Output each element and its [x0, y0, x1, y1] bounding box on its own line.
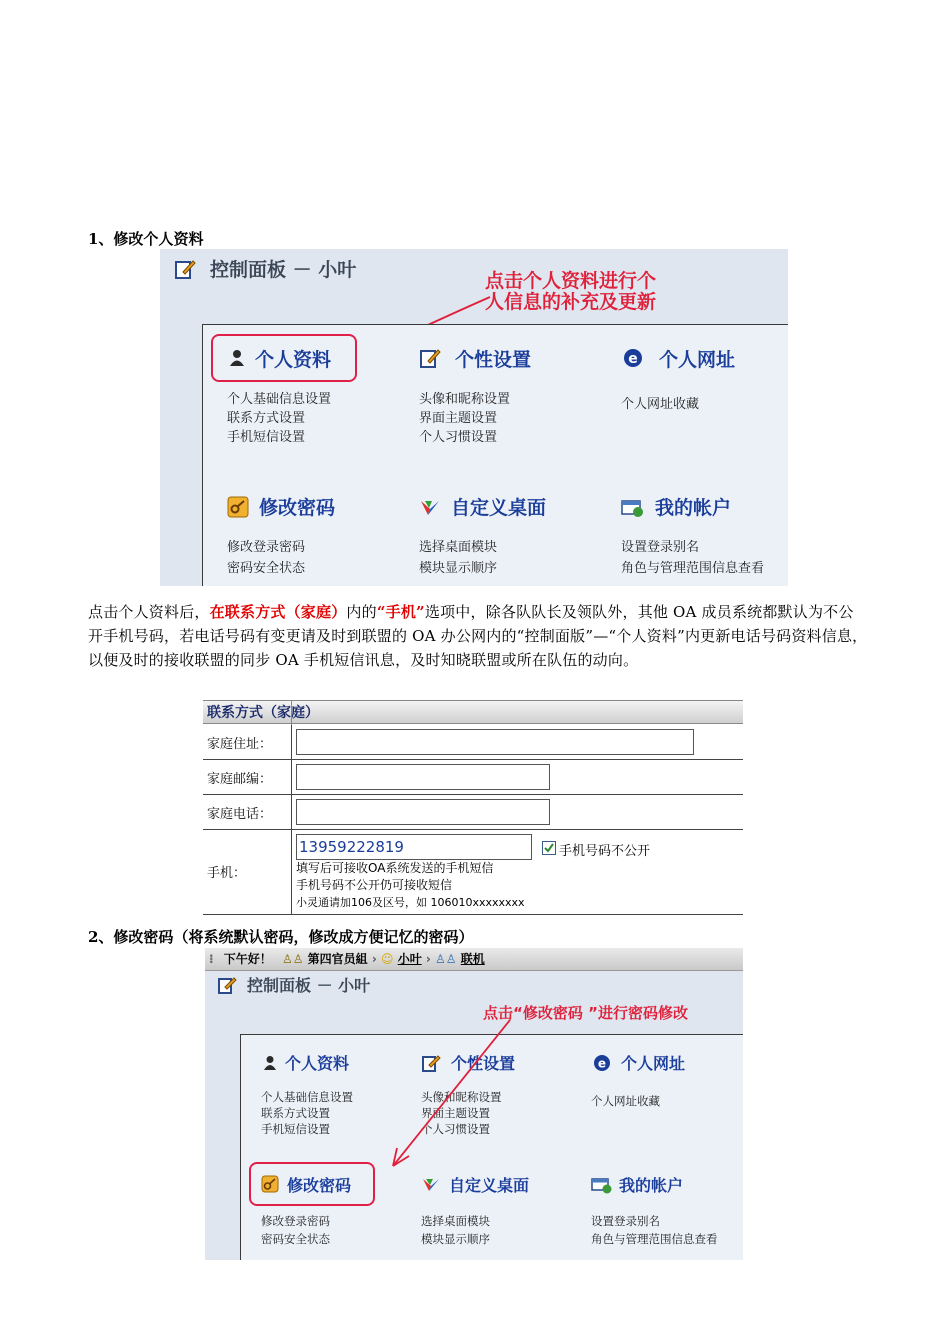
paragraph-part-3: 内的 [346, 603, 377, 621]
user-link[interactable]: 小叶 [397, 952, 422, 966]
greeting-text: 下午好！ [223, 952, 272, 966]
phone-label: 家庭电话： [207, 807, 273, 822]
control-panel-screenshot-1 [160, 249, 788, 586]
row-divider [291, 795, 292, 829]
online-users-icon: ♙♙ [435, 952, 457, 966]
section-1-heading: 1、修改个人资料 [88, 230, 204, 248]
change-password-title[interactable]: 修改密码 [259, 497, 336, 519]
personal-info-links[interactable]: 个人基础信息设置 联系方式设置 手机短信设置 [227, 392, 332, 445]
annotation-line-1: 点击个人资料进行个 [485, 270, 657, 292]
personal-info-links[interactable]: 个人基础信息设置 联系方式设置 手机短信设置 [261, 1090, 353, 1136]
header-divider [291, 700, 292, 725]
panel-body [202, 324, 788, 586]
account-icon [621, 498, 645, 518]
form-row-address [203, 725, 743, 760]
my-account-title[interactable]: 我的帐户 [619, 1176, 684, 1195]
mobile-note-3: 小灵通请加106及区号，如 106010xxxxxxxx [296, 896, 525, 909]
mobile-notes [296, 860, 525, 911]
change-password-title[interactable]: 修改密码 [287, 1176, 352, 1195]
mobile-note-1: 填写后可接收OA系统发送的手机短信 [296, 861, 494, 875]
paragraph-part-1: 点击个人资料后， [88, 603, 210, 621]
hide-mobile-checkbox[interactable] [542, 841, 556, 855]
ie-icon [621, 347, 645, 369]
address-input[interactable] [296, 729, 694, 755]
check-icon [543, 842, 555, 854]
svg-text:e: e [628, 351, 638, 367]
svg-text:e: e [597, 1056, 607, 1071]
key-icon [261, 1175, 279, 1193]
section-2-heading: 2、修改密码（将系统默认密码，修改成方便记忆的密码） [88, 928, 474, 946]
panel-title: 控制面板 － 小叶 [247, 976, 371, 995]
custom-desktop-links[interactable]: 选择桌面模块 模块显示顺序 [419, 540, 498, 576]
contact-form-screenshot [203, 700, 743, 915]
separator-icon: › [425, 952, 436, 966]
paragraph-highlight-contact: 在联系方式（家庭） [209, 603, 347, 621]
address-label: 家庭住址： [207, 737, 273, 752]
personal-url-links[interactable]: 个人网址收藏 [621, 397, 700, 412]
custom-desktop-title[interactable]: 自定义桌面 [449, 1176, 530, 1195]
edit-panel-icon [174, 258, 196, 280]
ie-icon [591, 1053, 613, 1073]
change-password-links[interactable]: 修改登录密码 密码安全状态 [227, 540, 306, 576]
panel-title: 控制面板 － 小叶 [210, 259, 357, 281]
postcode-input[interactable] [296, 764, 550, 790]
control-panel-screenshot-2 [205, 948, 743, 1260]
form-row-postcode [203, 760, 743, 795]
form-header: 联系方式（家庭） [203, 700, 743, 724]
paragraph-part-5: 选项中，除各队队长及领队外，其他 OA 成员系统都默认为不公开手机号码，若电话号码有变更请及时到联盟的 OA 办公网内的“控制面版”—“个人资料”内更新电话号码资料信息，以便及时的接收联盟的同步 OA 手机短信讯息，及时知晓联盟或所在队伍的动向。 [88, 603, 868, 669]
smiley-icon: ☺ [380, 952, 394, 966]
online-link[interactable]: 联机 [460, 952, 485, 966]
top-bar: ⁝ 下午好！ ♙♙ 第四官员組 › ☺ 小叶 › ♙♙ 联机 [205, 948, 743, 971]
personal-info-title[interactable]: 个人资料 [255, 349, 332, 371]
personal-settings-title[interactable]: 个性设置 [451, 1054, 516, 1073]
my-account-links[interactable]: 设置登录别名 角色与管理范围信息查看 [621, 540, 765, 576]
group-text[interactable]: 第四官员組 [307, 952, 368, 966]
personal-url-title[interactable]: 个人网址 [659, 349, 736, 371]
phone-input[interactable] [296, 799, 550, 825]
row-divider [291, 725, 292, 759]
desktop-icon [421, 1177, 441, 1193]
personal-settings-title[interactable]: 个性设置 [455, 349, 532, 371]
personal-settings-links[interactable]: 头像和昵称设置 界面主题设置 个人习惯设置 [421, 1090, 502, 1136]
postcode-label: 家庭邮编： [207, 772, 273, 787]
mobile-label: 手机： [207, 866, 247, 881]
personal-url-links[interactable]: 个人网址收藏 [591, 1094, 660, 1108]
personal-url-title[interactable]: 个人网址 [621, 1054, 686, 1073]
separator-icon: › [371, 952, 381, 966]
annotation-arrow [375, 1016, 535, 1176]
personal-settings-icon [419, 347, 441, 369]
desktop-icon [419, 499, 441, 517]
mobile-note-2: 手机号码不公开仍可接收短信 [296, 878, 453, 892]
edit-panel-icon [217, 975, 237, 995]
paragraph-highlight-mobile: “手机” [376, 603, 425, 621]
annotation-line-2: 人信息的补充及更新 [485, 291, 657, 313]
account-icon [591, 1176, 613, 1194]
user-icon [263, 1055, 277, 1071]
hide-mobile-label: 手机号码不公开 [559, 844, 651, 859]
mobile-input[interactable]: 13959222819 [296, 834, 532, 860]
annotation-personal-info [485, 271, 656, 313]
annotation-change-password: 点击“修改密码 ”进行密码修改 [483, 1004, 688, 1022]
form-row-phone [203, 795, 743, 830]
row-divider [291, 830, 292, 914]
my-account-title[interactable]: 我的帐户 [655, 497, 732, 519]
form-row-mobile [203, 830, 743, 915]
change-password-links[interactable]: 修改登录密码 密码安全状态 [261, 1214, 330, 1246]
custom-desktop-title[interactable]: 自定义桌面 [451, 497, 547, 519]
personal-settings-links[interactable]: 头像和昵称设置 界面主题设置 个人习惯设置 [419, 392, 511, 445]
group-icon: ♙♙ [281, 952, 304, 966]
personal-info-title[interactable]: 个人资料 [285, 1054, 350, 1073]
instruction-paragraph [88, 600, 868, 672]
row-divider [291, 760, 292, 794]
key-icon [227, 496, 249, 518]
my-account-links[interactable]: 设置登录别名 角色与管理范围信息查看 [591, 1214, 718, 1246]
custom-desktop-links[interactable]: 选择桌面模块 模块显示顺序 [421, 1214, 490, 1246]
user-icon [229, 349, 245, 367]
